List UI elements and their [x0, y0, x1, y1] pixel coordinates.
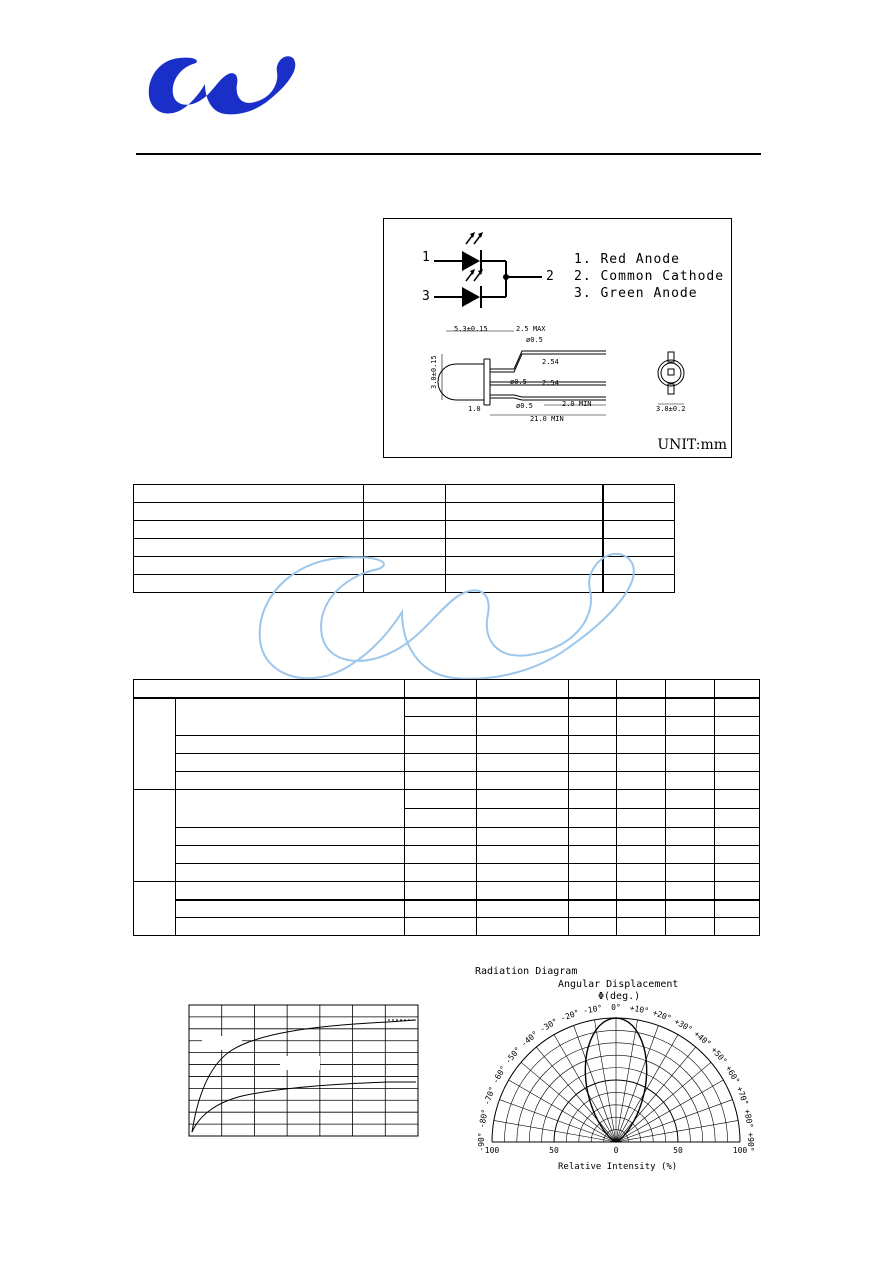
polar-scale-label: 100 [732, 1146, 748, 1155]
header-rule [136, 153, 761, 155]
dim-d7: ø0.5 [516, 402, 533, 410]
polar-angle-label: 0° [611, 1003, 621, 1012]
pin-2-number: 2 [546, 269, 554, 284]
dim-d8: 2.0 MIN [562, 400, 592, 408]
polar-scale-label: 0 [613, 1146, 619, 1155]
dim-d12: 3.8±0.2 [656, 405, 686, 413]
dim-d1: 5.3±0.15 [454, 325, 488, 333]
polar-scale-label: 50 [549, 1146, 559, 1155]
polar-angle-label: -40° [519, 1029, 540, 1049]
dim-d10: 1.0 [468, 405, 481, 413]
polar-angle-label: -90° [477, 1132, 486, 1152]
pin-3-number: 3 [422, 289, 430, 304]
polar-title: Radiation Diagram [475, 966, 578, 977]
dim-d6: 2.54 [542, 379, 559, 387]
polar-scale-label: 50 [673, 1146, 683, 1155]
polar-angle-label: -80° [477, 1108, 490, 1129]
polar-angle-label: +60° [723, 1064, 742, 1086]
pin-1-number: 1 [422, 250, 430, 265]
watermark-logo [250, 540, 650, 690]
dim-d2: 2.5 MAX [516, 325, 546, 333]
curve-chart [188, 1004, 420, 1140]
polar-angle-label: -60° [490, 1064, 509, 1086]
polar-angle-label: +20° [651, 1008, 673, 1024]
polar-angle-unit: Φ(deg.) [598, 991, 641, 1002]
polar-angle-label: -70° [482, 1085, 498, 1107]
polar-xlabel: Relative Intensity (%) [558, 1162, 678, 1172]
dim-d3: ø0.5 [526, 336, 543, 344]
polar-scale-label: 100 [484, 1146, 500, 1155]
package-drawing [383, 218, 732, 458]
polar-angle-label: +10° [629, 1003, 650, 1016]
polar-angle-label: -10° [582, 1003, 603, 1016]
characteristics-table [133, 679, 760, 936]
polar-angle-label: +40° [692, 1029, 713, 1049]
radiation-diagram [477, 1000, 760, 1175]
polar-angle-label: -20° [559, 1008, 581, 1024]
polar-angle-label: +90° [746, 1132, 755, 1152]
dim-d5: ø0.5 [510, 378, 527, 386]
pin-legend [574, 251, 724, 302]
pin-label-1: 1. Red Anode [574, 252, 680, 267]
pin-label-2: 2. Common Cathode [574, 269, 725, 284]
polar-subtitle: Angular Displacement [558, 979, 679, 990]
dim-d4: 2.54 [542, 358, 559, 366]
polar-angle-label: +80° [742, 1108, 755, 1129]
company-logo [145, 50, 305, 120]
polar-angle-label: -50° [503, 1045, 523, 1066]
polar-angle-label: +70° [734, 1085, 750, 1107]
unit-label: UNIT:mm [657, 437, 727, 453]
polar-angle-label: +30° [672, 1016, 694, 1035]
pin-label-3: 3. Green Anode [574, 286, 698, 301]
dim-d9: 21.0 MIN [530, 415, 564, 423]
dim-d11: 3.0±0.15 [430, 355, 438, 389]
polar-angle-label: -30° [538, 1016, 560, 1035]
polar-angle-label: +50° [709, 1045, 729, 1066]
